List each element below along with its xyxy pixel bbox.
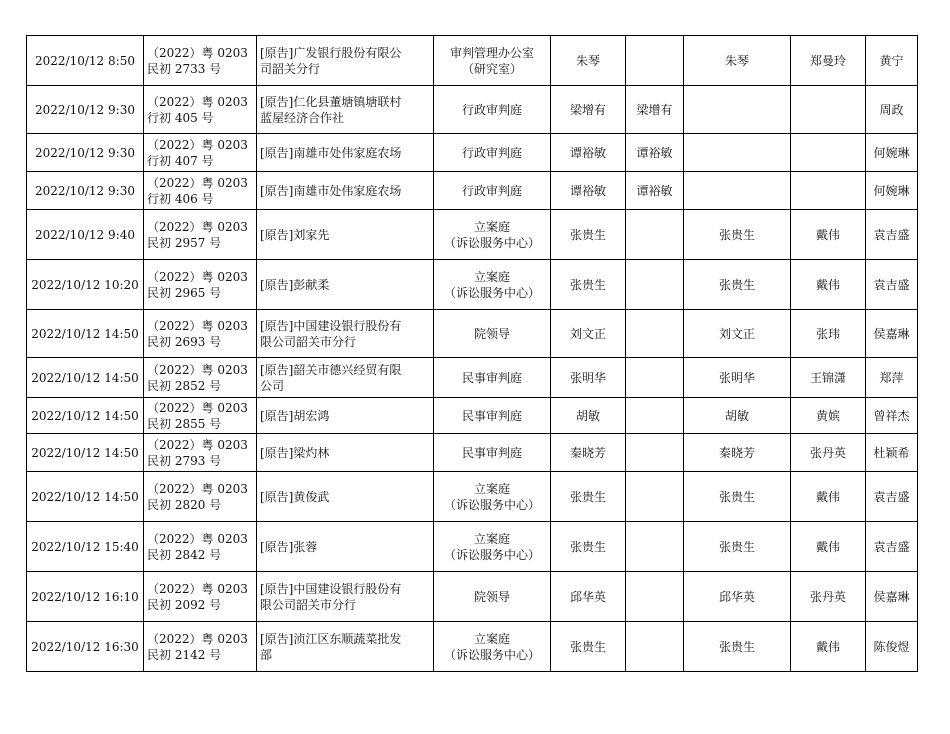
case-number-line: 民初 2693 号 [147,334,222,349]
case-number-line: （2022）粤 0203 [147,437,248,452]
department-line: 立案庭 [473,219,510,234]
clerk-cell: 袁吉盛 [866,210,918,260]
juror-cell: 戴伟 [791,622,866,672]
hearing-date-cell: 2022/10/12 16:10 [27,572,144,622]
juror-cell: 黄嫔 [791,398,866,434]
judge-cell: 朱琴 [551,36,626,86]
clerk-cell: 郑萍 [866,358,918,398]
presiding-cell [626,210,684,260]
department-cell [434,398,551,434]
hearing-date-cell: 2022/10/12 16:30 [27,622,144,672]
case-number-line: 行初 405 号 [147,110,214,125]
case-number-cell [144,36,257,86]
juror-cell: 张玮 [791,310,866,358]
department-line: （诉讼服务中心） [443,647,540,662]
juror-cell [791,134,866,172]
department-line: 民事审判庭 [461,445,522,460]
judge-cell: 秦晓芳 [551,434,626,472]
chief-judge-cell: 刘文正 [684,310,791,358]
hearing-date-cell: 2022/10/12 9:30 [27,134,144,172]
department-cell [434,358,551,398]
case-number-line: 民初 2852 号 [147,378,222,393]
department-cell [434,472,551,522]
table-row [27,398,918,434]
department-line: 院领导 [473,589,510,604]
party-line: [原告]广发银行股份有限公 [260,45,402,60]
judge-cell: 张贵生 [551,522,626,572]
case-number-line: 民初 2957 号 [147,235,222,250]
department-line: 民事审判庭 [461,408,522,423]
case-number-line: （2022）粤 0203 [147,45,248,60]
party-cell [257,398,434,434]
party-cell [257,434,434,472]
department-line: （研究室） [461,61,522,76]
judge-cell: 梁增有 [551,86,626,134]
presiding-cell [626,358,684,398]
department-cell [434,310,551,358]
presiding-cell: 梁增有 [626,86,684,134]
hearing-date-cell: 2022/10/12 9:30 [27,172,144,210]
hearing-date-cell: 2022/10/12 14:50 [27,310,144,358]
judge-cell: 胡敏 [551,398,626,434]
department-line: （诉讼服务中心） [443,547,540,562]
judge-cell: 张贵生 [551,210,626,260]
department-line: 立案庭 [473,531,510,546]
presiding-cell [626,260,684,310]
table-row [27,622,918,672]
clerk-cell: 袁吉盛 [866,472,918,522]
party-cell [257,358,434,398]
case-number-line: （2022）粤 0203 [147,481,248,496]
table-row [27,472,918,522]
juror-cell: 戴伟 [791,260,866,310]
case-number-line: （2022）粤 0203 [147,269,248,284]
case-number-cell [144,572,257,622]
party-cell [257,86,434,134]
case-number-cell [144,172,257,210]
table-row [27,310,918,358]
department-cell [434,522,551,572]
case-number-cell [144,472,257,522]
case-number-cell [144,434,257,472]
case-number-cell [144,210,257,260]
party-cell [257,210,434,260]
hearing-schedule-table [26,35,918,672]
chief-judge-cell [684,134,791,172]
clerk-cell: 何婉琳 [866,172,918,210]
case-number-line: （2022）粤 0203 [147,581,248,596]
party-line: [原告]刘家先 [260,227,330,242]
department-cell [434,86,551,134]
department-line: 行政审判庭 [461,145,522,160]
judge-cell: 刘文正 [551,310,626,358]
department-line: 行政审判庭 [461,183,522,198]
party-cell [257,172,434,210]
department-line: 审判管理办公室 [449,45,534,60]
table-row [27,86,918,134]
hearing-date-cell: 2022/10/12 15:40 [27,522,144,572]
party-cell [257,472,434,522]
chief-judge-cell: 胡敏 [684,398,791,434]
juror-cell: 郑曼玲 [791,36,866,86]
department-line: （诉讼服务中心） [443,235,540,250]
party-cell [257,260,434,310]
hearing-date-cell: 2022/10/12 10:20 [27,260,144,310]
clerk-cell: 侯嘉琳 [866,572,918,622]
juror-cell: 戴伟 [791,210,866,260]
hearing-date-cell: 2022/10/12 8:50 [27,36,144,86]
party-cell [257,522,434,572]
table-row [27,134,918,172]
presiding-cell [626,572,684,622]
presiding-cell: 谭裕敏 [626,134,684,172]
table-row [27,172,918,210]
party-cell [257,134,434,172]
judge-cell: 谭裕敏 [551,134,626,172]
table-row [27,522,918,572]
case-number-line: （2022）粤 0203 [147,362,248,377]
department-line: 行政审判庭 [461,102,522,117]
presiding-cell [626,522,684,572]
table-row [27,434,918,472]
clerk-cell: 黄宁 [866,36,918,86]
case-number-cell [144,260,257,310]
department-cell [434,572,551,622]
case-number-cell [144,398,257,434]
case-number-line: 民初 2733 号 [147,61,222,76]
party-line: 限公司韶关市分行 [260,597,357,612]
party-line: 限公司韶关市分行 [260,334,357,349]
chief-judge-cell: 张明华 [684,358,791,398]
department-line: 民事审判庭 [461,370,522,385]
case-number-cell [144,86,257,134]
department-line: 立案庭 [473,269,510,284]
hearing-date-cell: 2022/10/12 9:30 [27,86,144,134]
department-cell [434,622,551,672]
juror-cell [791,172,866,210]
department-cell [434,210,551,260]
party-cell [257,310,434,358]
table-row [27,210,918,260]
presiding-cell [626,36,684,86]
judge-cell: 谭裕敏 [551,172,626,210]
case-number-line: 民初 2142 号 [147,647,222,662]
presiding-cell [626,398,684,434]
presiding-cell [626,472,684,522]
party-line: 蓝屋经济合作社 [260,110,345,125]
department-line: 立案庭 [473,631,510,646]
chief-judge-cell: 秦晓芳 [684,434,791,472]
party-line: [原告]南雄市处伟家庭农场 [260,183,402,198]
party-cell [257,36,434,86]
table-body [27,36,918,672]
juror-cell: 戴伟 [791,472,866,522]
case-number-line: 民初 2842 号 [147,547,222,562]
party-cell [257,622,434,672]
case-number-line: （2022）粤 0203 [147,219,248,234]
case-number-line: 民初 2820 号 [147,497,222,512]
case-number-line: 民初 2092 号 [147,597,222,612]
party-line: [原告]仁化县董塘镇塘联村 [260,94,402,109]
department-cell [434,434,551,472]
party-line: [原告]韶关市德兴经贸有限 [260,362,402,377]
department-line: （诉讼服务中心） [443,285,540,300]
judge-cell: 张明华 [551,358,626,398]
clerk-cell: 何婉琳 [866,134,918,172]
presiding-cell [626,434,684,472]
case-number-line: 民初 2965 号 [147,285,222,300]
judge-cell: 张贵生 [551,622,626,672]
case-number-cell [144,522,257,572]
party-line: [原告]南雄市处伟家庭农场 [260,145,402,160]
presiding-cell [626,310,684,358]
chief-judge-cell: 朱琴 [684,36,791,86]
clerk-cell: 杜颖希 [866,434,918,472]
clerk-cell: 曾祥杰 [866,398,918,434]
table-row [27,260,918,310]
hearing-date-cell: 2022/10/12 14:50 [27,398,144,434]
party-line: [原告]胡宏鸿 [260,408,330,423]
party-line: 部 [260,647,273,662]
case-number-line: （2022）粤 0203 [147,531,248,546]
hearing-date-cell: 2022/10/12 9:40 [27,210,144,260]
department-line: （诉讼服务中心） [443,497,540,512]
case-number-line: 行初 407 号 [147,153,214,168]
department-line: 院领导 [473,326,510,341]
party-line: [原告]中国建设银行股份有 [260,581,402,596]
party-line: 公司 [260,378,285,393]
case-number-line: （2022）粤 0203 [147,175,248,190]
case-number-line: 民初 2855 号 [147,416,222,431]
party-line: 司韶关分行 [260,61,321,76]
clerk-cell: 袁吉盛 [866,522,918,572]
juror-cell: 张丹英 [791,572,866,622]
party-line: [原告]梁灼林 [260,445,330,460]
juror-cell [791,86,866,134]
chief-judge-cell [684,86,791,134]
department-cell [434,36,551,86]
chief-judge-cell: 张贵生 [684,522,791,572]
clerk-cell: 侯嘉琳 [866,310,918,358]
department-cell [434,260,551,310]
chief-judge-cell: 张贵生 [684,260,791,310]
presiding-cell: 谭裕敏 [626,172,684,210]
party-line: [原告]中国建设银行股份有 [260,318,402,333]
party-line: [原告]黄俊武 [260,489,330,504]
clerk-cell: 陈俊煜 [866,622,918,672]
table-row [27,572,918,622]
case-number-line: （2022）粤 0203 [147,94,248,109]
party-line: [原告]浈江区东顺蔬菜批发 [260,631,402,646]
juror-cell: 王锦潇 [791,358,866,398]
table-row [27,36,918,86]
department-line: 立案庭 [473,481,510,496]
juror-cell: 戴伟 [791,522,866,572]
party-line: [原告]彭献柔 [260,277,330,292]
presiding-cell [626,622,684,672]
department-cell [434,172,551,210]
clerk-cell: 袁吉盛 [866,260,918,310]
case-number-cell [144,310,257,358]
chief-judge-cell: 张贵生 [684,210,791,260]
case-number-line: 民初 2793 号 [147,453,222,468]
case-number-cell [144,622,257,672]
chief-judge-cell: 张贵生 [684,622,791,672]
chief-judge-cell [684,172,791,210]
department-cell [434,134,551,172]
chief-judge-cell: 邱华英 [684,572,791,622]
case-number-line: 行初 406 号 [147,191,214,206]
case-number-line: （2022）粤 0203 [147,318,248,333]
clerk-cell: 周政 [866,86,918,134]
judge-cell: 张贵生 [551,472,626,522]
party-line: [原告]张蓉 [260,539,318,554]
hearing-date-cell: 2022/10/12 14:50 [27,434,144,472]
chief-judge-cell: 张贵生 [684,472,791,522]
case-number-line: （2022）粤 0203 [147,631,248,646]
case-number-line: （2022）粤 0203 [147,137,248,152]
case-number-cell [144,134,257,172]
case-number-line: （2022）粤 0203 [147,400,248,415]
hearing-date-cell: 2022/10/12 14:50 [27,358,144,398]
hearing-date-cell: 2022/10/12 14:50 [27,472,144,522]
judge-cell: 张贵生 [551,260,626,310]
judge-cell: 邱华英 [551,572,626,622]
juror-cell: 张丹英 [791,434,866,472]
case-number-cell [144,358,257,398]
party-cell [257,572,434,622]
table-row [27,358,918,398]
